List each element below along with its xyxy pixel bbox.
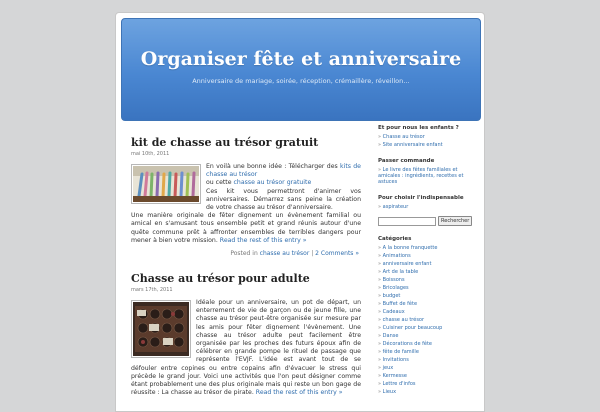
category-item [378, 373, 478, 380]
sidebar-link[interactable]: Chasse au trésor [382, 134, 425, 140]
category-link[interactable]: Buffet de fête [382, 301, 418, 307]
category-link[interactable]: fête de famille [382, 349, 419, 355]
category-item [378, 317, 478, 324]
categories-list [378, 245, 478, 396]
category-item [378, 301, 478, 308]
category-link[interactable]: Bricolages [382, 285, 409, 291]
category-item [378, 261, 478, 268]
sidebar-list [378, 134, 478, 148]
post-meta: Posted in chasse au trésor | 2 Comments » [230, 250, 359, 258]
category-link[interactable]: Lieux [382, 389, 397, 395]
category-item [378, 285, 478, 292]
sidebar-heading: Pour choisir l'indispensable [378, 195, 464, 201]
category-link[interactable]: jeux [382, 365, 394, 371]
category-item [378, 381, 478, 388]
category-link[interactable]: chasse au trésor [259, 250, 310, 258]
post-thumbnail[interactable] [131, 164, 201, 204]
sidebar-item [378, 142, 478, 148]
sidebar-item [378, 204, 478, 210]
header-banner [121, 18, 481, 121]
category-link[interactable]: Décorations de fête [382, 341, 432, 347]
search-button[interactable]: Rechercher [438, 216, 472, 226]
read-more-link[interactable]: Read the rest of this entry » [255, 389, 343, 397]
sidebar-link[interactable]: aspirateur [382, 204, 409, 210]
site-tagline: Anniversaire de mariage, soirée, réception, crémaillère, réveillon… [192, 77, 410, 85]
category-link[interactable]: A la bonne franquette [382, 245, 438, 251]
sidebar-item [378, 134, 478, 140]
free-hunt-link[interactable]: chasse au trésor gratuite [233, 179, 312, 187]
post-text: En voilà une bonne idée : Télécharger des [206, 163, 341, 170]
category-link[interactable]: chasse au trésor [382, 317, 425, 323]
sidebar-link[interactable]: Site anniversaire enfant [382, 142, 443, 148]
category-item [378, 365, 478, 372]
category-link[interactable]: Animations [382, 253, 411, 259]
category-item [378, 389, 478, 396]
category-item [378, 253, 478, 260]
post-title-link[interactable]: kit de chasse au trésor gratuit [131, 136, 319, 149]
sidebar-heading: Et pour nous les enfants ? [378, 125, 459, 131]
kits-link[interactable]: kits de chasse au trésor [206, 163, 361, 179]
sidebar [378, 123, 478, 397]
category-item [378, 293, 478, 300]
category-item [378, 349, 478, 356]
post-title-link[interactable]: Chasse au trésor pour adulte [131, 272, 310, 286]
post [131, 136, 361, 257]
category-item [378, 325, 478, 332]
search-input[interactable] [378, 217, 436, 226]
category-link[interactable]: Invitations [382, 357, 409, 363]
page-container [115, 12, 485, 412]
pens-photo-icon [133, 166, 199, 202]
category-link[interactable]: anniversaire enfant [382, 261, 432, 267]
category-item [378, 357, 478, 364]
category-link[interactable]: Cadeaux [382, 309, 405, 315]
sidebar-list [378, 167, 478, 185]
post-body [131, 299, 361, 397]
post-body [131, 163, 361, 245]
category-item [378, 341, 478, 348]
site-title-link[interactable]: Organiser fête et anniversaire [140, 48, 462, 70]
post-text: Ces kit vous permettront d'animer vos anniversaires. Démarrez sans peine la création de votre chasse au trésor d'anniversaire. [206, 187, 361, 212]
categories-heading: Catégories [378, 236, 412, 242]
sidebar-link[interactable]: Le livre des fêtes familiales et amicales : ingrédients, recettes et astuces [378, 167, 464, 185]
search-form [378, 216, 478, 226]
category-item [378, 333, 478, 340]
category-link[interactable]: Art de la table [382, 269, 419, 275]
category-item [378, 309, 478, 316]
main-content [131, 123, 361, 397]
category-item [378, 269, 478, 276]
category-link[interactable]: Cuisiner pour beaucoup [382, 325, 443, 331]
comments-link[interactable]: 2 Comments » [315, 250, 359, 258]
sidebar-heading: Passer commande [378, 158, 435, 164]
category-item [378, 277, 478, 284]
post [131, 272, 361, 397]
category-link[interactable]: Lettre d'infos [382, 381, 416, 387]
sidebar-item [378, 167, 478, 185]
post-text: Idéale pour un anniversaire, un pot de départ, un enterrement de vie de garçon ou de jeune fille, une chasse au trésor peut-être organisée sur mesure par les amis pour fêter dignement l'évènement. Une chasse au trésor adulte peut facilement être organisée par les proches des futurs époux afin de célébrer en grande pompe le rituel de passage que représente l'EVJF. L'idée est avant tout de se défouler entre copines ou entre copains afin d'évacuer le stress qui précède le grand jour. Voici une activités que l'on peut désigner comme étant probablement une des plus originale mais qui reste un bon gage de réussite : La chasse au trésor de pirate. [131, 299, 361, 397]
read-more-link[interactable]: Read the rest of this entry » [219, 236, 307, 244]
category-link[interactable]: budget [382, 293, 401, 299]
post-date: mai 10th, 2011 [131, 151, 170, 157]
post-thumbnail[interactable] [131, 300, 191, 358]
category-link[interactable]: Boissons [382, 277, 405, 283]
sidebar-list [378, 204, 478, 210]
post-text: Une manière originale de fêter dignement un évènement familial ou amical en s'amusant tous ensemble petit et grand réunis autour d'une quête commune prêt à affronter ensembles de terribles dangers pour mener à bien votre mission. [131, 212, 361, 244]
wine-bottles-photo-icon [133, 302, 189, 356]
category-link[interactable]: Kermesse [382, 373, 407, 379]
post-date: mars 17th, 2011 [131, 287, 173, 294]
post-text: ou cette [206, 179, 234, 187]
category-item [378, 245, 478, 252]
category-link[interactable]: Danse [382, 333, 399, 339]
